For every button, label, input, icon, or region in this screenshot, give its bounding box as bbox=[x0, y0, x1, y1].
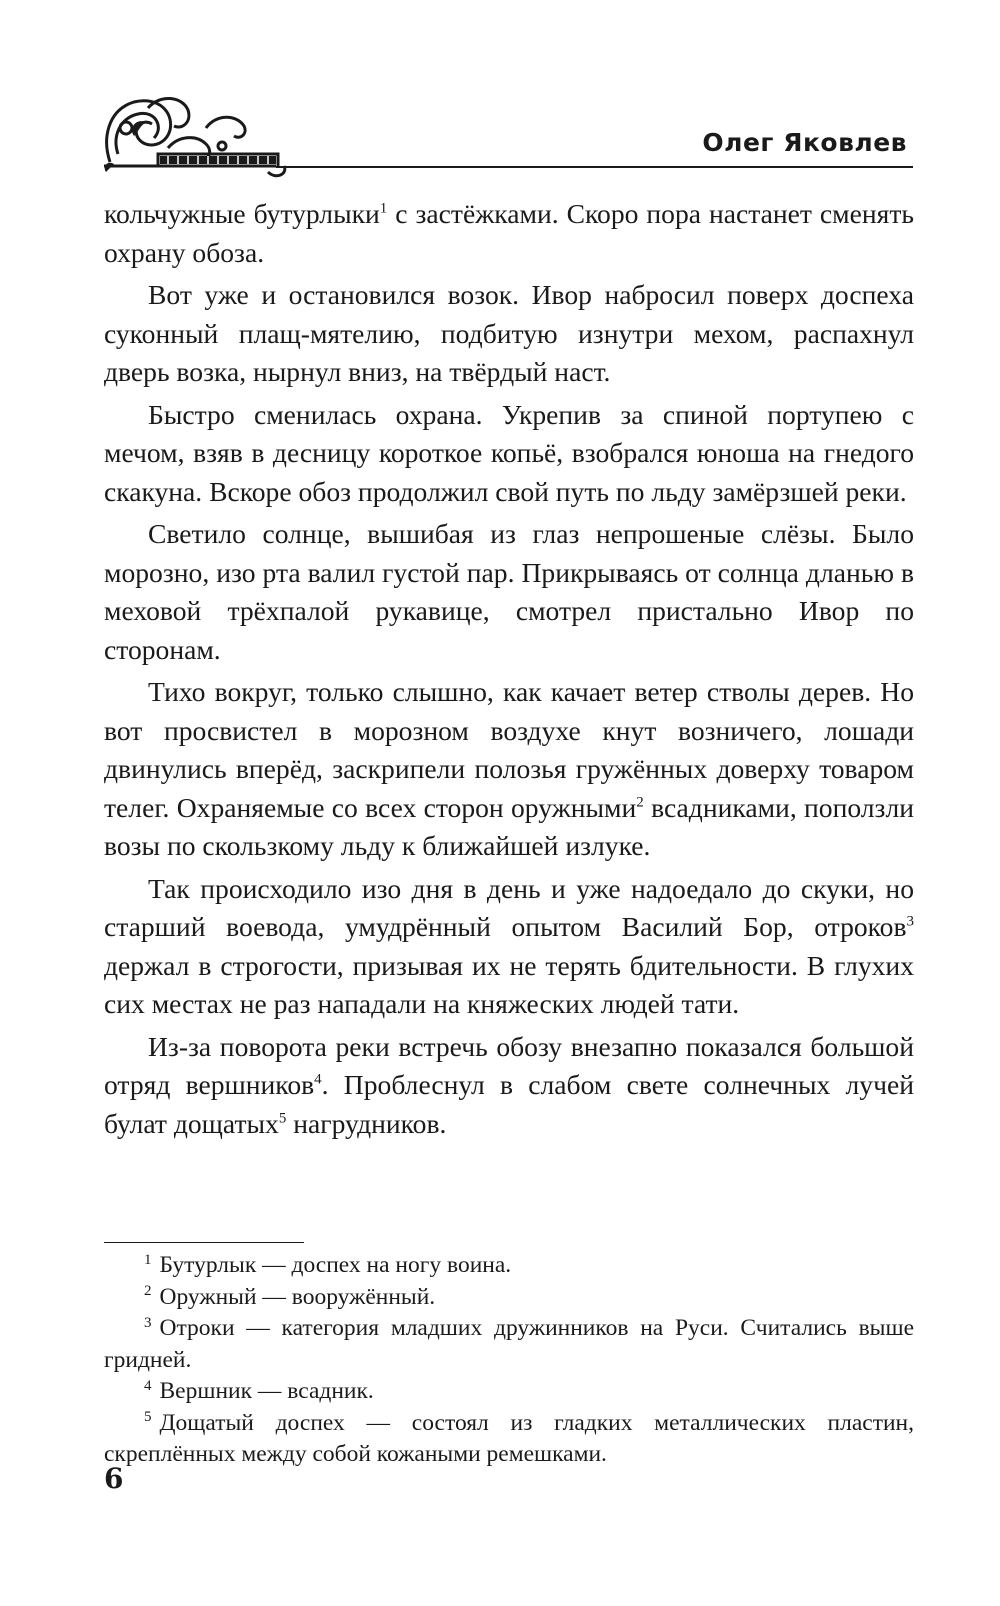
page-number: 6 bbox=[104, 1462, 124, 1495]
footnote: $^3$ Отроки — категория младших дружинников на Руси. Считались выше гридней. bbox=[104, 1314, 914, 1373]
footnote-ref-3: 3 bbox=[906, 913, 914, 930]
paragraph-7: Из-за поворота реки встречь обозу внезапно показался большой отряд вершников$^4$. Проблеснул в слабом свете солнечных лучей булат дощатых$^5$ нагрудников. bbox=[104, 1030, 914, 1139]
author-name: Олег Яковлев bbox=[702, 128, 907, 157]
footnote-ref-1: 1 bbox=[379, 200, 388, 217]
paragraph-5: Тихо вокруг, только слышно, как качает ветер стволы дерев. Но вот просвистел в морозном воздухе кнут возничего, лошади двинулись вперёд, заскрипели полозья гружённых доверху товаром телег. Охраняемые со всех сторон оружными$^2$ всадниками, поползли возы по скользкому льду к ближайшей излуке. bbox=[104, 676, 914, 861]
footnote-rule bbox=[104, 1242, 304, 1243]
footnote-ref-2: 2 bbox=[636, 794, 644, 810]
footnotes bbox=[104, 1250, 914, 1471]
footnote: $^2$ Оружный — вооружённый. bbox=[144, 1283, 436, 1310]
paragraph-1: кольчужные бутурлыки$^1$ с застёжками. Скоро пора настанет сменять охрану обоза. bbox=[104, 198, 914, 268]
footnote-ref-4: 4 bbox=[314, 1071, 322, 1088]
header-rule bbox=[276, 166, 913, 168]
footnote: $^5$ Дощатый доспех — состоял из гладких металлических пластин, скреплённых между собой кожаными ремешками. bbox=[104, 1409, 914, 1467]
paragraph-3: Быстро сменилась охрана. Укрепив за спиной портупею с мечом, взяв в десницу короткое копьё, взобрался юноша на гнедого скакуна. Вскоре обоз продолжил свой путь по льду замёрзшей реки. bbox=[104, 398, 914, 507]
paragraph-6: Так происходило изо дня в день и уже надоедало до скуки, но старший воевода, умудрённый опытом Василий Бор, отроков$^3$ держал в строгости, призывая их не терять бдительности. В глухих сих местах не раз нападали на княжеских людей тати. bbox=[104, 872, 914, 1019]
paragraph-4: Светило солнце, вышибая из глаз непрошеные слёзы. Было морозно, изо рта валил густой пар. Прикрываясь от солнца дланью в меховой трёхпалой рукавице, смотрел пристально Ивор по сторонам. bbox=[104, 518, 914, 665]
footnote: $^4$ Вершник — всадник. bbox=[144, 1377, 374, 1404]
main-text bbox=[104, 195, 914, 1143]
ornament-icon bbox=[98, 88, 288, 180]
footnote: $^1$ Бутурлык — доспех на ногу воина. bbox=[144, 1251, 512, 1278]
paragraph-2: Вот уже и остановился возок. Ивор набросил поверх доспеха суконный плащ-мятелию, подбитую изнутри мехом, распахнул дверь возка, нырнул вниз, на твёрдый наст. bbox=[104, 279, 914, 387]
footnote-ref-5: 5 bbox=[278, 1110, 287, 1126]
running-header bbox=[98, 88, 913, 180]
